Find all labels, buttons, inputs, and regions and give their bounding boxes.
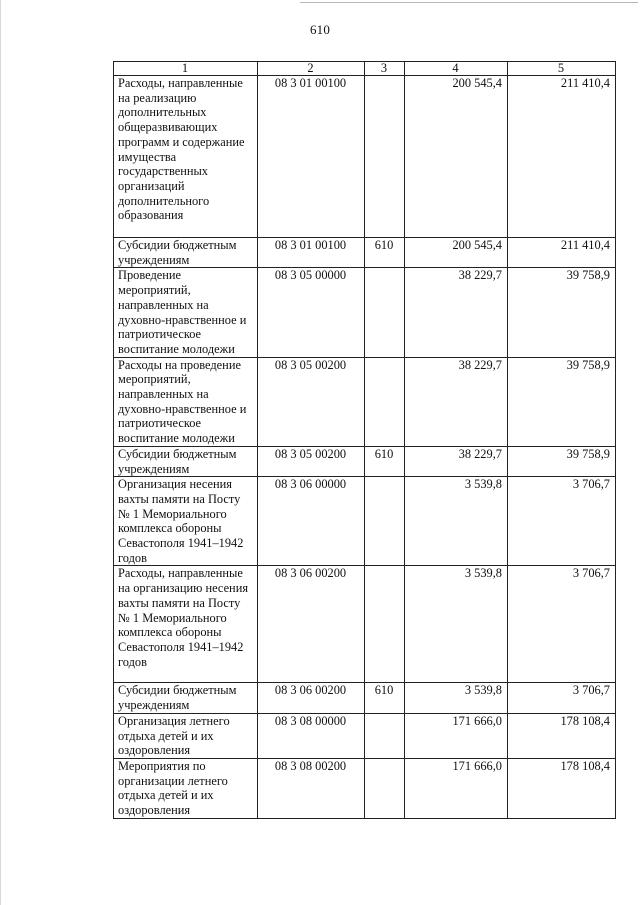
table-row (114, 566, 616, 683)
row-type-cell: 610 (365, 683, 405, 713)
row-sum2-cell: 178 108,4 (508, 713, 616, 758)
row-name-cell: Расходы, направленные на организацию несения вахты памяти на Посту № 1 Мемориального комплекса обороны Севастополя 1941–1942 годов (114, 566, 258, 683)
row-name-cell: Мероприятия по организации летнего отдыха детей и их оздоровления (114, 758, 258, 818)
row-type-cell (365, 268, 405, 357)
row-sum2-cell: 3 706,7 (508, 477, 616, 566)
row-code-cell: 08 3 06 00000 (258, 477, 365, 566)
row-name-cell: Проведение мероприятий, направленных на духовно-нравственное и патриотическое воспитание молодежи (114, 268, 258, 357)
row-sum2-cell: 39 758,9 (508, 446, 616, 476)
row-name-cell: Расходы на проведение мероприятий, направленных на духовно-нравственное и патриотическое воспитание молодежи (114, 357, 258, 446)
row-name-cell: Субсидии бюджетным учреждениям (114, 238, 258, 268)
row-sum1-cell: 38 229,7 (405, 357, 508, 446)
column-header-1: 1 (114, 62, 258, 76)
table-row (114, 446, 616, 476)
table-header-row (114, 62, 616, 76)
row-name-cell: Организация несения вахты памяти на Посту № 1 Мемориального комплекса обороны Севастополя 1941–1942 годов (114, 477, 258, 566)
row-name-cell: Организация летнего отдыха детей и их оздоровления (114, 713, 258, 758)
row-code-cell: 08 3 08 00000 (258, 713, 365, 758)
row-sum1-cell: 3 539,8 (405, 566, 508, 683)
row-type-cell (365, 357, 405, 446)
row-type-cell (365, 713, 405, 758)
table-row (114, 477, 616, 566)
row-sum1-cell: 200 545,4 (405, 238, 508, 268)
column-header-5: 5 (508, 62, 616, 76)
row-code-cell: 08 3 01 00100 (258, 76, 365, 238)
row-sum2-cell: 3 706,7 (508, 566, 616, 683)
row-sum2-cell: 39 758,9 (508, 268, 616, 357)
table-row (114, 713, 616, 758)
row-code-cell: 08 3 05 00200 (258, 357, 365, 446)
table-row (114, 76, 616, 238)
table-row (114, 238, 616, 268)
page-number: 610 (309, 22, 331, 37)
table-row (114, 683, 616, 713)
row-type-cell: 610 (365, 238, 405, 268)
row-code-cell: 08 3 06 00200 (258, 566, 365, 683)
row-sum2-cell: 211 410,4 (508, 76, 616, 238)
row-name-cell: Субсидии бюджетным учреждениям (114, 683, 258, 713)
row-type-cell (365, 566, 405, 683)
row-sum1-cell: 3 539,8 (405, 683, 508, 713)
row-name-cell: Субсидии бюджетным учреждениям (114, 446, 258, 476)
row-type-cell (365, 76, 405, 238)
row-code-cell: 08 3 05 00000 (258, 268, 365, 357)
row-type-cell (365, 758, 405, 818)
table-row (114, 357, 616, 446)
column-header-4: 4 (405, 62, 508, 76)
column-header-2: 2 (258, 62, 365, 76)
budget-table (113, 61, 616, 819)
row-sum2-cell: 39 758,9 (508, 357, 616, 446)
row-sum1-cell: 171 666,0 (405, 758, 508, 818)
row-type-cell (365, 477, 405, 566)
row-sum1-cell: 38 229,7 (405, 268, 508, 357)
row-type-cell: 610 (365, 446, 405, 476)
row-sum1-cell: 171 666,0 (405, 713, 508, 758)
row-code-cell: 08 3 06 00200 (258, 683, 365, 713)
row-name-cell: Расходы, направленные на реализацию дополнительных общеразвивающих программ и содержание имущества государственных организаций дополнительного образования (114, 76, 258, 238)
row-sum1-cell: 200 545,4 (405, 76, 508, 238)
table-row (114, 758, 616, 818)
row-sum2-cell: 3 706,7 (508, 683, 616, 713)
column-header-3: 3 (365, 62, 405, 76)
row-sum2-cell: 178 108,4 (508, 758, 616, 818)
row-code-cell: 08 3 01 00100 (258, 238, 365, 268)
row-code-cell: 08 3 05 00200 (258, 446, 365, 476)
table-row (114, 268, 616, 357)
row-sum1-cell: 3 539,8 (405, 477, 508, 566)
row-code-cell: 08 3 08 00200 (258, 758, 365, 818)
scan-page-edge (0, 0, 1, 905)
row-sum1-cell: 38 229,7 (405, 446, 508, 476)
row-sum2-cell: 211 410,4 (508, 238, 616, 268)
scan-artifact-line (300, 2, 638, 3)
